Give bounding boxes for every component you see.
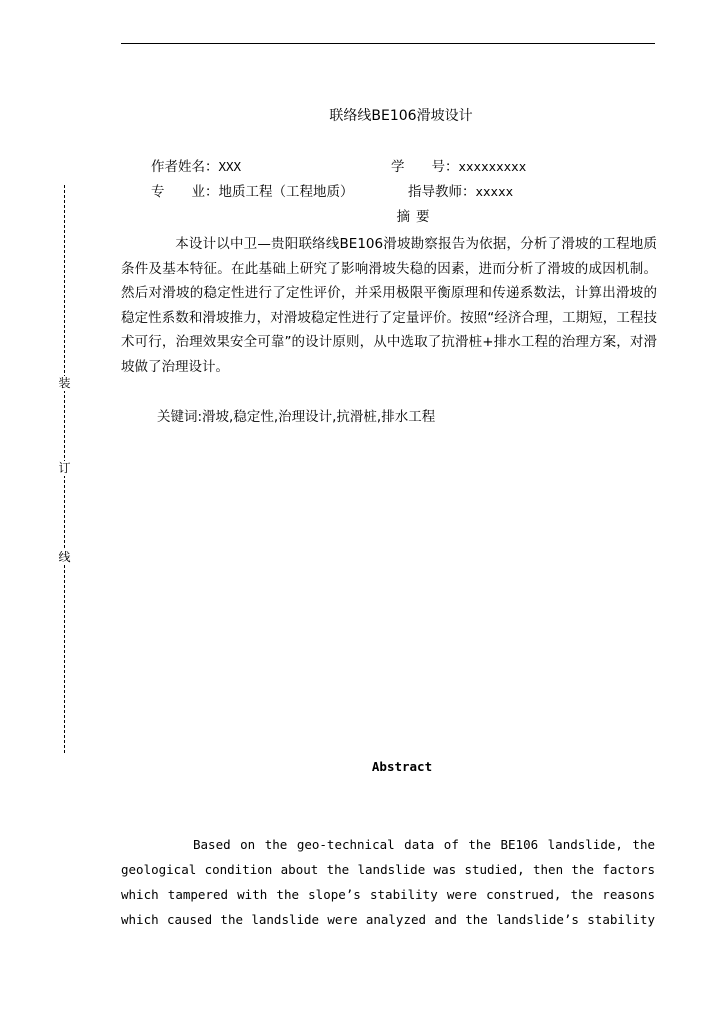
major-row [151,182,354,202]
advisor-label: 指导教师： [408,184,476,200]
thesis-title: 联络线BE106滑坡设计 [329,108,473,124]
binding-mark-xian: 线 [58,550,71,564]
binding-mark-ding: 订 [58,461,71,475]
author-row [151,157,241,177]
advisor-row [408,182,513,202]
author-value: XXX [218,159,242,174]
binding-mark-zhuang: 装 [58,376,71,390]
keywords-cn: 关键词:滑坡,稳定性,治理设计,抗滑桩,排水工程 [157,409,436,425]
abstract-text-cn: 本设计以中卫—贵阳联络线BE106滑坡勘察报告为依据，分析了滑坡的工程地质条件及基本特征。在此基础上研究了影响滑坡失稳的因素，进而分析了滑坡的成因机制。然后对滑坡的稳定性进行了定性评价，并采用极限平衡原理和传递系数法，计算出滑坡的稳定性系数和滑坡推力，对滑坡稳定性进行了定量评价。按照“经济合理，工期短，工程技术可行，治理效果安全可靠”的设计原则，从中选取了抗滑桩+排水工程的治理方案，对滑坡做了治理设计。 [121,236,657,375]
abstract-heading-en: Abstract [371,759,433,774]
student-id-label: 学 号： [391,159,459,175]
student-id-row [391,157,526,177]
abstract-body-en [121,832,655,932]
major-label: 专 业： [151,184,219,200]
abstract-body-cn [121,232,657,379]
advisor-value: xxxxx [475,184,514,199]
abstract-heading-cn: 摘要 [396,209,436,225]
header-rule [121,43,655,44]
student-id-value: xxxxxxxxx [458,159,527,174]
major-value: 地质工程（工程地质） [218,184,354,200]
abstract-text-en: Based on the geo-technical data of the BE106 landslide, the geological condition about the landslide was studied, then the factors which tampered with the slope’s stability were construed, the reasons which caused the landslide were analyzed and the landslide’s stability [121,837,655,927]
author-label: 作者姓名： [151,159,219,175]
